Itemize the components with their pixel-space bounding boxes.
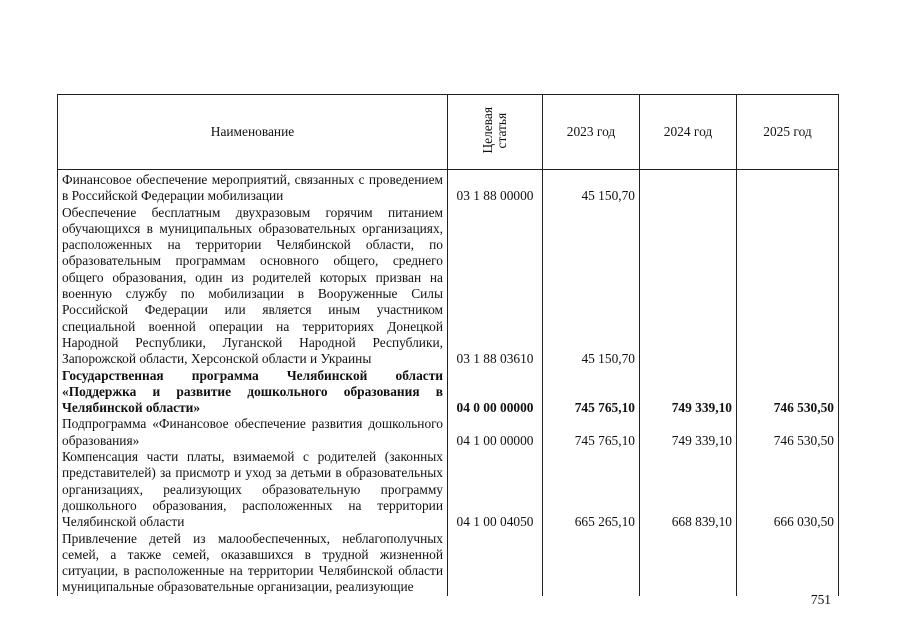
table-row-program	[58, 368, 839, 417]
row-value-2024	[640, 205, 737, 368]
row-value-2025	[737, 205, 839, 368]
row-value-2023: 665 265,10	[543, 449, 640, 530]
row-name: Обеспечение бесплатным двухразовым горячим питанием обучающихся в муниципальных образовательных организациях, расположенных на территории Челябинской области, по образовательным программам основного общего, среднего общего образования, один из родителей которых призван на военную службу по мобилизации в Вооруженные Силы Российской Федерации или является иным участником специальной военной операции на территориях Донецкой Народной Республики, Луганской Народной Республики, Запорожской области, Херсонской области и Украины	[58, 205, 448, 368]
header-year-2024: 2024 год	[640, 95, 737, 170]
row-name: Финансовое обеспечение мероприятий, связанных с проведением в Российской Федерации мобилизации	[58, 170, 448, 205]
row-value-2024: 749 339,10	[640, 368, 737, 417]
table-row	[58, 531, 839, 596]
table-row	[58, 416, 839, 449]
row-value-2023: 45 150,70	[543, 170, 640, 205]
row-value-2025	[737, 170, 839, 205]
header-year-2023: 2023 год	[543, 95, 640, 170]
row-value-2024: 749 339,10	[640, 416, 737, 449]
row-name: Компенсация части платы, взимаемой с родителей (законных представителей) за присмотр и уход за детьми в образовательных организациях, реализующих образовательную программу дошкольного образования, расположенных на территории Челябинской области	[58, 449, 448, 530]
row-value-2024: 668 839,10	[640, 449, 737, 530]
table-header-row	[58, 95, 839, 170]
header-code-label: Целевая статья	[480, 106, 509, 154]
table-row	[58, 170, 839, 205]
row-value-2023: 745 765,10	[543, 368, 640, 417]
row-code: 04 1 00 00000	[448, 416, 543, 449]
row-name: Подпрограмма «Финансовое обеспечение развития дошкольного образования»	[58, 416, 448, 449]
row-value-2023: 745 765,10	[543, 416, 640, 449]
row-value-2023	[543, 531, 640, 596]
row-code: 03 1 88 03610	[448, 205, 543, 368]
row-code	[448, 531, 543, 596]
row-code: 04 0 00 00000	[448, 368, 543, 417]
row-value-2025: 746 530,50	[737, 368, 839, 417]
row-value-2025: 746 530,50	[737, 416, 839, 449]
row-value-2025	[737, 531, 839, 596]
page-number: 751	[810, 592, 831, 607]
table-row	[58, 205, 839, 368]
header-name: Наименование	[58, 95, 448, 170]
table-row	[58, 449, 839, 530]
row-code: 04 1 00 04050	[448, 449, 543, 530]
row-code: 03 1 88 00000	[448, 170, 543, 205]
row-value-2023: 45 150,70	[543, 205, 640, 368]
row-value-2024	[640, 170, 737, 205]
header-year-2025: 2025 год	[737, 95, 839, 170]
header-code	[448, 95, 543, 170]
row-name: Государственная программа Челябинской области «Поддержка и развитие дошкольного образования в Челябинской области»	[58, 368, 448, 417]
row-name: Привлечение детей из малообеспеченных, неблагополучных семей, а также семей, оказавшихся в трудной жизненной ситуации, в расположенные на территории Челябинской области муниципальные образовательные организации, реализующие	[58, 531, 448, 596]
row-value-2025: 666 030,50	[737, 449, 839, 530]
budget-table	[57, 94, 839, 596]
row-value-2024	[640, 531, 737, 596]
